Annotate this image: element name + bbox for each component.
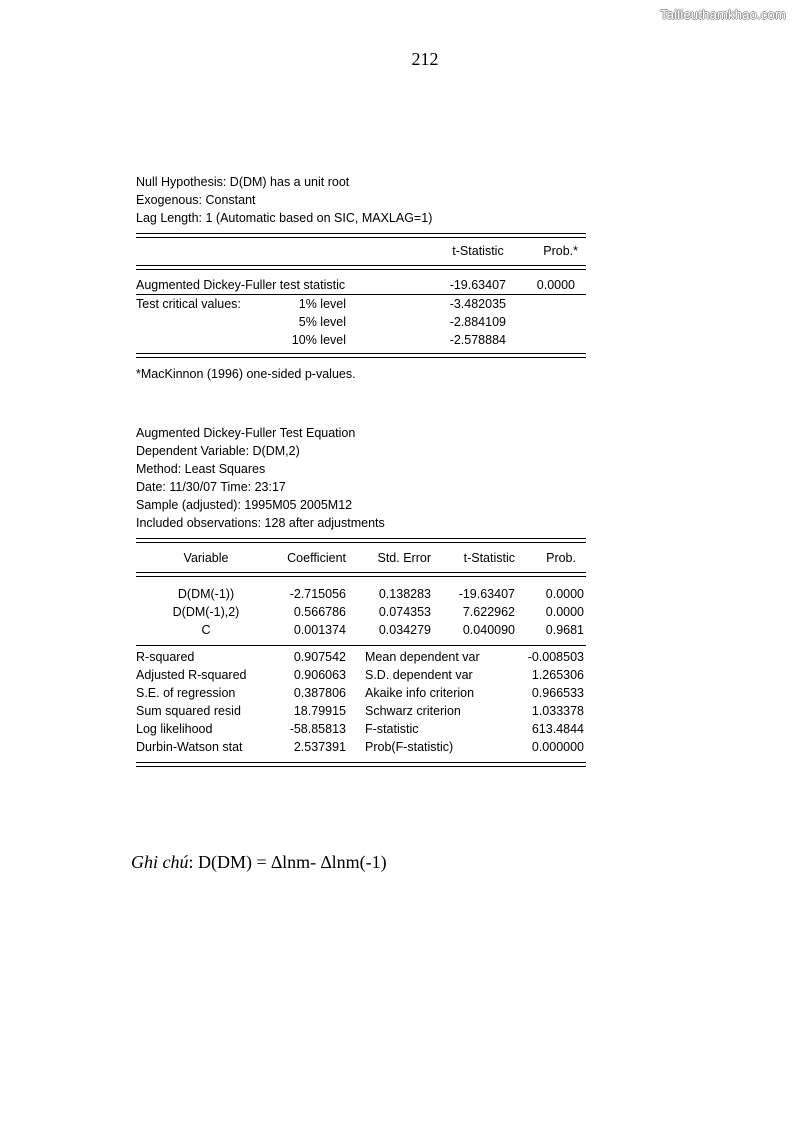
stat-label-right: S.D. dependent var — [365, 668, 473, 682]
critical-level: 1% level — [298, 297, 346, 311]
coef-header-row — [136, 549, 586, 567]
stats-row — [136, 648, 586, 666]
stat-label-right: Schwarz criterion — [365, 704, 461, 718]
stat-value-left: 2.537391 — [293, 740, 346, 754]
date-time: Date: 11/30/07 Time: 23:17 — [136, 480, 286, 494]
stat-label-right: F-statistic — [365, 722, 419, 736]
stat-label-left: Adjusted R-squared — [136, 668, 247, 682]
std-error: 0.138283 — [378, 587, 431, 601]
stat-value-right: 1.265306 — [531, 668, 584, 682]
adf-prob: 0.0000 — [536, 278, 575, 292]
page-number: 212 — [411, 49, 439, 69]
t-statistic: 7.622962 — [462, 605, 515, 619]
adf-label: Augmented Dickey-Fuller test statistic — [136, 278, 346, 292]
test-equation — [136, 424, 586, 767]
footnote: *MacKinnon (1996) one-sided p-values. — [136, 367, 356, 381]
unit-root-test — [136, 173, 586, 383]
table-rule — [136, 762, 586, 767]
critical-row — [136, 313, 586, 331]
variable-name: D(DM(-1)) — [177, 587, 235, 601]
unit-root-header-row — [136, 242, 586, 260]
std-error: 0.034279 — [378, 623, 431, 637]
coef-row — [136, 621, 586, 639]
stat-label-right: Akaike info criterion — [365, 686, 475, 700]
equation-title: Augmented Dickey-Fuller Test Equation — [136, 426, 356, 440]
stats-row — [136, 684, 586, 702]
stats-row — [136, 666, 586, 684]
col-t-statistic: t-Statistic — [452, 244, 504, 258]
coefficient: 0.566786 — [293, 605, 346, 619]
dependent-variable: Dependent Variable: D(DM,2) — [136, 444, 300, 458]
stat-label-left: Log likelihood — [136, 722, 213, 736]
stat-value-right: 613.4844 — [531, 722, 584, 736]
critical-value: -3.482035 — [449, 297, 506, 311]
included-observations: Included observations: 128 after adjustments — [136, 516, 385, 530]
col-t-statistic: t-Statistic — [463, 551, 515, 565]
variable-name: D(DM(-1),2) — [172, 605, 240, 619]
stat-value-left: -58.85813 — [289, 722, 346, 736]
coefficient: -2.715056 — [289, 587, 346, 601]
stat-value-right: 1.033378 — [531, 704, 584, 718]
sample: Sample (adjusted): 1995M05 2005M12 — [136, 498, 353, 512]
stat-label-right: Prob(F-statistic) — [365, 740, 454, 754]
col-prob: Prob.* — [543, 244, 578, 258]
col-coefficient: Coefficient — [287, 551, 346, 565]
critical-level: 5% level — [298, 315, 346, 329]
watermark: Tailieuthamkhao.com — [660, 7, 786, 22]
variable-name: C — [201, 623, 211, 637]
stat-label-left: Durbin-Watson stat — [136, 740, 243, 754]
std-error: 0.074353 — [378, 605, 431, 619]
method: Method: Least Squares — [136, 462, 266, 476]
adf-t-statistic: -19.63407 — [449, 278, 506, 292]
critical-level: 10% level — [291, 333, 346, 347]
stats-row — [136, 720, 586, 738]
coef-row — [136, 603, 586, 621]
note — [131, 852, 387, 873]
coefficient: 0.001374 — [293, 623, 346, 637]
critical-row — [136, 331, 586, 349]
prob: 0.9681 — [545, 623, 584, 637]
note-text: : D(DM) = ∆lnm- ∆lnm(-1) — [188, 852, 387, 872]
col-std-error: Std. Error — [377, 551, 431, 565]
null-hypothesis: Null Hypothesis: D(DM) has a unit root — [136, 175, 350, 189]
coef-row — [136, 585, 586, 603]
adf-statistic-row — [136, 276, 586, 294]
critical-value: -2.578884 — [449, 333, 506, 347]
stat-value-left: 18.79915 — [293, 704, 346, 718]
t-statistic: 0.040090 — [462, 623, 515, 637]
stat-value-left: 0.387806 — [293, 686, 346, 700]
stat-label-right: Mean dependent var — [365, 650, 480, 664]
stats-row — [136, 702, 586, 720]
critical-label: Test critical values: — [136, 297, 241, 311]
stat-value-right: 0.966533 — [531, 686, 584, 700]
stat-value-right: 0.000000 — [531, 740, 584, 754]
col-variable: Variable — [183, 551, 229, 565]
stat-value-left: 0.907542 — [293, 650, 346, 664]
critical-row — [136, 295, 586, 313]
stat-value-right: -0.008503 — [527, 650, 584, 664]
stat-label-left: S.E. of regression — [136, 686, 236, 700]
stat-label-left: R-squared — [136, 650, 195, 664]
col-prob: Prob. — [546, 551, 576, 565]
stat-label-left: Sum squared resid — [136, 704, 241, 718]
exogenous: Exogenous: Constant — [136, 193, 256, 207]
prob: 0.0000 — [545, 587, 584, 601]
t-statistic: -19.63407 — [458, 587, 515, 601]
stats-row — [136, 738, 586, 756]
stat-value-left: 0.906063 — [293, 668, 346, 682]
note-label: Ghi chú — [131, 852, 189, 872]
prob: 0.0000 — [545, 605, 584, 619]
critical-value: -2.884109 — [449, 315, 506, 329]
lag-length: Lag Length: 1 (Automatic based on SIC, MAXLAG=1) — [136, 211, 433, 225]
